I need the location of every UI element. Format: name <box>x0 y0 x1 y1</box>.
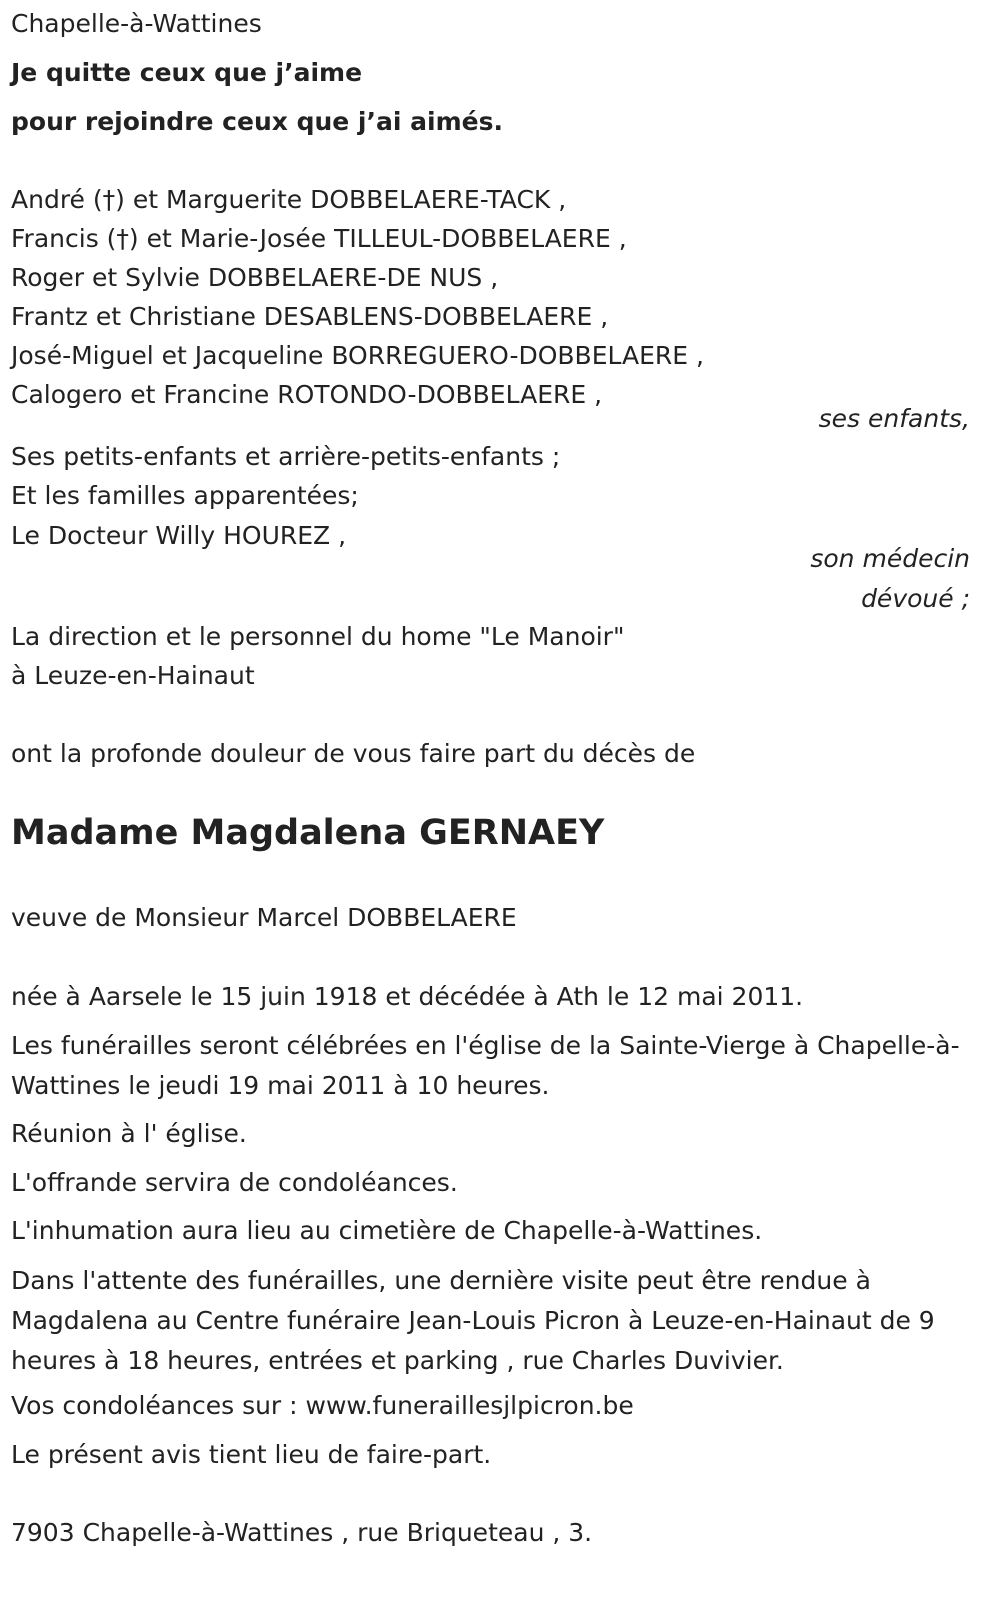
child-line-3: Roger et Sylvie DOBBELAERE-DE NUS , <box>11 263 499 292</box>
birth-death-line: née à Aarsele le 15 juin 1918 et décédée à Ath le 12 mai 2011. <box>11 982 804 1011</box>
home-line-1: La direction et le personnel du home "Le Manoir" <box>11 622 625 651</box>
condolences-line: Vos condoléances sur : www.funeraillesjlpicron.be <box>11 1391 634 1420</box>
location-heading: Chapelle-à-Wattines <box>11 9 262 38</box>
burial-line: L'inhumation aura lieu au cimetière de Chapelle-à-Wattines. <box>11 1216 763 1245</box>
families-line: Et les familles apparentées; <box>11 481 359 510</box>
meeting-line: Réunion à l' église. <box>11 1119 247 1148</box>
doctor-line: Le Docteur Willy HOUREZ , <box>11 521 347 550</box>
offering-line: L'offrande servira de condoléances. <box>11 1168 458 1197</box>
announcement: ont la profonde douleur de vous faire part du décès de <box>11 739 696 768</box>
address-line: 7903 Chapelle-à-Wattines , rue Briqueteau , 3. <box>11 1518 593 1547</box>
grandchildren-line: Ses petits-enfants et arrière-petits-enfants ; <box>11 442 561 471</box>
child-line-4: Frantz et Christiane DESABLENS-DOBBELAERE , <box>11 302 609 331</box>
child-line-5: José-Miguel et Jacqueline BORREGUERO-DOBBELAERE , <box>11 341 704 370</box>
child-line-2: Francis (†) et Marie-Josée TILLEUL-DOBBELAERE , <box>11 224 627 253</box>
child-line-1: André (†) et Marguerite DOBBELAERE-TACK , <box>11 185 567 214</box>
home-line-2: à Leuze-en-Hainaut <box>11 661 255 690</box>
doctor-role-2: dévoué ; <box>861 584 970 613</box>
notice-line: Le présent avis tient lieu de faire-part. <box>11 1440 492 1469</box>
child-line-6: Calogero et Francine ROTONDO-DOBBELAERE , <box>11 380 603 409</box>
quote-line-1: Je quitte ceux que j’aime <box>11 58 363 87</box>
quote-line-2: pour rejoindre ceux que j’ai aimés. <box>11 107 503 136</box>
deceased-name: Madame Magdalena GERNAEY <box>11 813 605 853</box>
widow-line: veuve de Monsieur Marcel DOBBELAERE <box>11 903 517 932</box>
visit-paragraph: Dans l'attente des funérailles, une dernière visite peut être rendue à Magdalena au Centre funéraire Jean-Louis Picron à Leuze-en-Hainaut de 9 heures à 18 heures, entrées et parking , rue Charles Duvivier. <box>11 1266 935 1375</box>
funeral-paragraph: Les funérailles seront célébrées en l'église de la Sainte-Vierge à Chapelle-à-Wattines le jeudi 19 mai 2011 à 10 heures. <box>11 1031 960 1100</box>
children-role: ses enfants, <box>818 404 970 433</box>
doctor-role-1: son médecin <box>810 544 970 573</box>
